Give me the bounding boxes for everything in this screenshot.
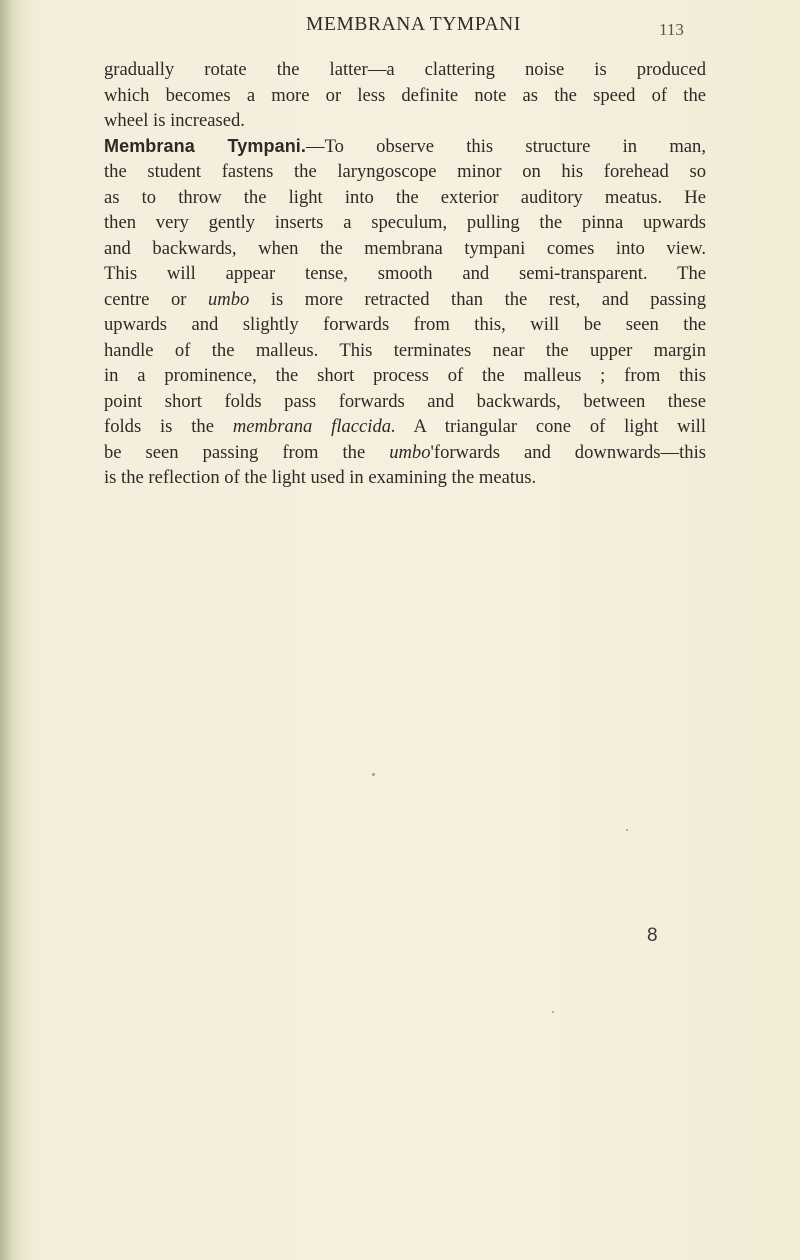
signature-mark: 8 bbox=[647, 925, 658, 946]
text-segment: be seen passing from the bbox=[104, 441, 390, 463]
text-line: and backwards, when the membrana tympani comes into view. bbox=[104, 237, 706, 259]
italic-term: umbo bbox=[207, 288, 250, 310]
text-line: then very gently inserts a speculum, pulling the pinna upwards bbox=[104, 212, 706, 233]
text-line: is the reflection of the light used in examining the meatus. bbox=[104, 467, 537, 488]
italic-term: umbo bbox=[389, 441, 431, 463]
running-title: MEMBRANA TYMPANI bbox=[306, 14, 521, 35]
binding-shadow bbox=[0, 0, 24, 1260]
section-heading-continuation: —To observe this structure in man, bbox=[306, 135, 706, 157]
text-line: point short folds pass forwards and backwards, between these bbox=[104, 390, 706, 412]
body-text bbox=[104, 57, 706, 491]
text-line: which becomes a more or less definite note as the speed of the bbox=[104, 84, 706, 106]
text-line: wheel is increased. bbox=[104, 110, 245, 131]
text-segment: A triangular cone of light will bbox=[395, 416, 706, 437]
text-line-with-italic bbox=[104, 287, 706, 313]
italic-term: membrana flaccida. bbox=[232, 416, 396, 437]
text-line-with-italic bbox=[104, 414, 706, 440]
running-header bbox=[0, 10, 800, 40]
text-line: in a prominence, the short process of the malleus ; from this bbox=[104, 365, 706, 386]
text-line-with-italic bbox=[104, 440, 706, 466]
paper-speck bbox=[372, 773, 375, 776]
text-line: as to throw the light into the exterior auditory meatus. He bbox=[104, 186, 706, 208]
section-first-line bbox=[104, 134, 706, 160]
section-heading: Membrana Tympani. bbox=[104, 135, 306, 156]
text-segment: is more retracted than the rest, and passing bbox=[249, 288, 707, 310]
text-segment: centre or bbox=[104, 288, 208, 310]
text-line: gradually rotate the latter—a clattering noise is produced bbox=[104, 59, 706, 80]
paper-speck bbox=[626, 829, 628, 831]
text-line: This will appear tense, smooth and semi-transparent. The bbox=[104, 263, 706, 284]
text-line: handle of the malleus. This terminates near the upper margin bbox=[104, 339, 706, 361]
text-line: upwards and slightly forwards from this, will be seen the bbox=[104, 314, 706, 335]
text-segment: 'forwards and downwards—this bbox=[430, 441, 706, 463]
paper-speck bbox=[552, 1011, 554, 1013]
text-segment: folds is the bbox=[104, 416, 233, 437]
page-number: 113 bbox=[659, 20, 684, 39]
text-line: the student fastens the laryngoscope minor on his forehead so bbox=[104, 161, 706, 182]
